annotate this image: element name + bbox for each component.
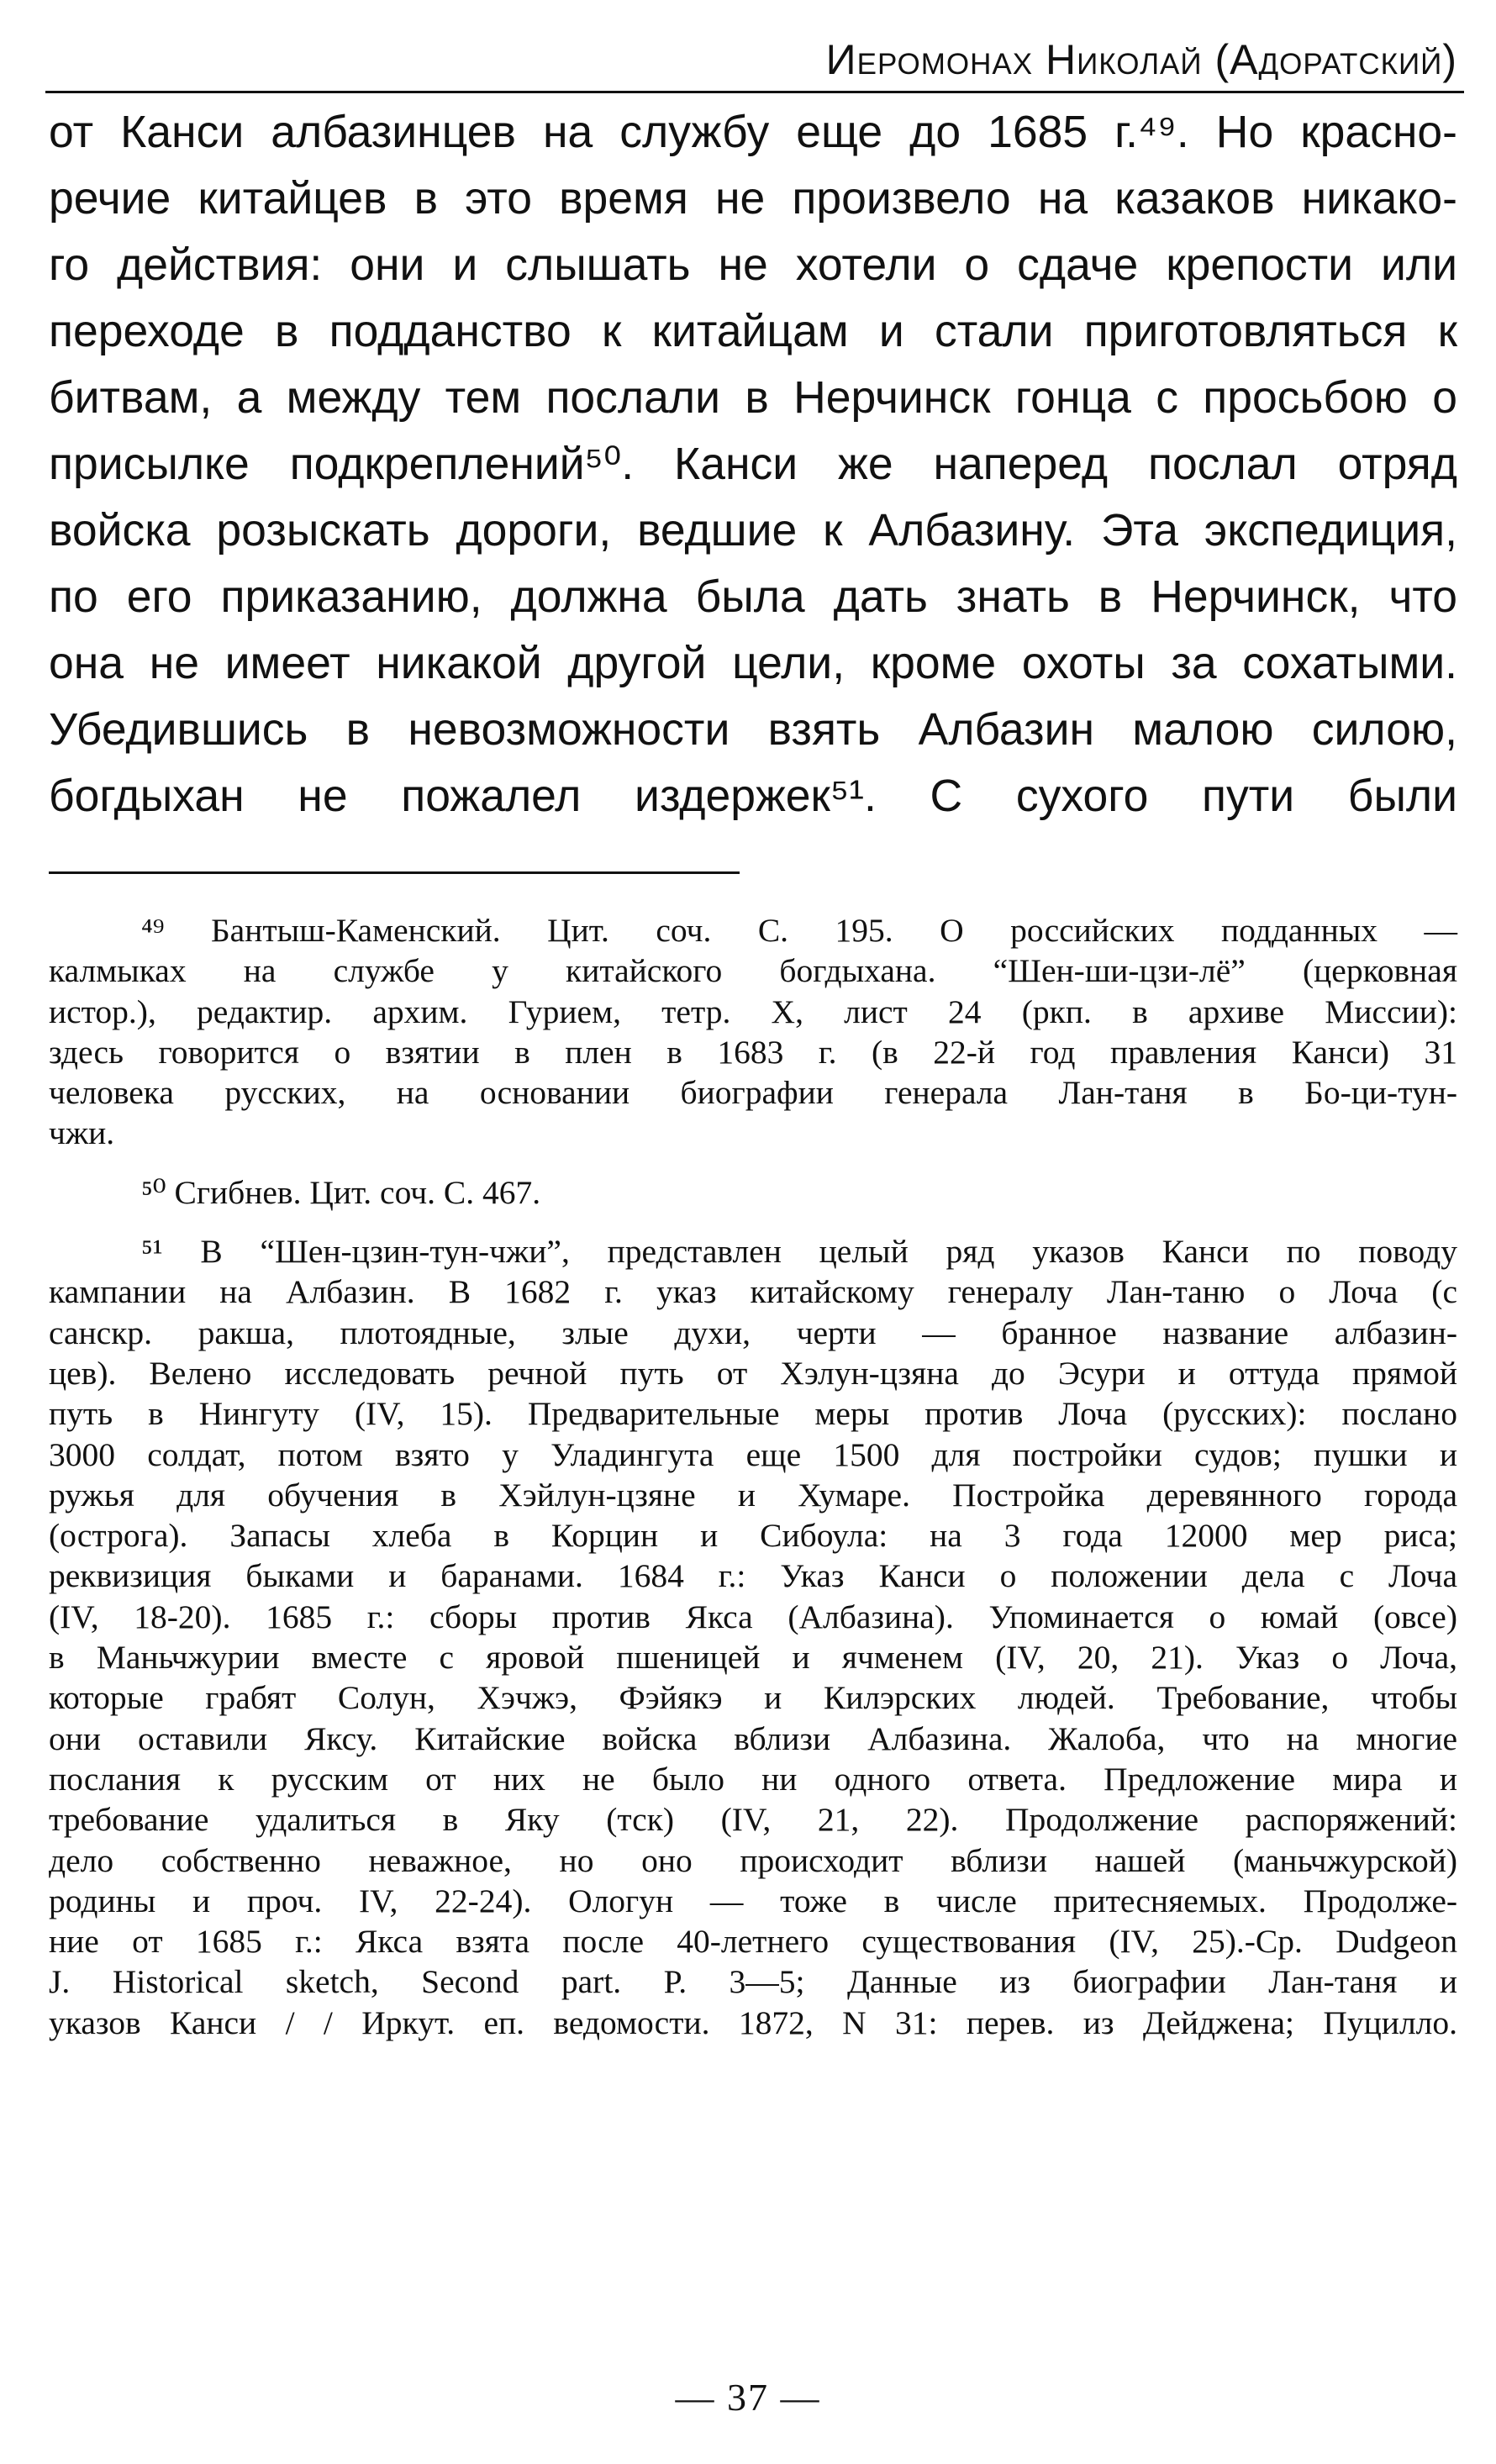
footnote-line: истор.), редактир. архим. Гурием, тетр. X, лист 24 (ркп. в архиве Миссии):: [49, 992, 1457, 1030]
page-number: — 37 —: [675, 2376, 821, 2419]
footnote-line: кампании на Албазин. В 1682 г. указ китайскому генералу Лан-таню о Лоча (с: [49, 1273, 1457, 1311]
running-header-title: Иеромонах Николай (Адоратский): [825, 36, 1457, 83]
running-header: [45, 22, 1464, 93]
footnotes: [49, 910, 1457, 2043]
main-text-line: Убедившись в невозможности взять Албазин малою силою,: [49, 705, 1457, 755]
footnote-line: требование удалиться в Яку (тск) (IV, 21, 22). Продолжение распоряжений:: [49, 1801, 1457, 1839]
footnote-line: ⁵¹ В “Шен-цзин-тун-чжи”, представлен целый ряд указов Канси по поводу: [141, 1233, 1457, 1271]
main-text-line: речие китайцев в это время не произвело на казаков никако-: [49, 174, 1457, 224]
main-text-line: от Канси албазинцев на службу еще до 1685 г.⁴⁹. Но красно-: [49, 108, 1457, 157]
footnote-line: чжи.: [49, 1114, 115, 1152]
footnote-line: санскр. ракша, плотоядные, злые духи, черти — бранное название албазин-: [49, 1314, 1457, 1351]
footnote-line: которые грабят Солун, Хэчжэ, Фэйякэ и Килэрских людей. Требование, чтобы: [49, 1679, 1457, 1717]
footnote-51: [49, 1231, 1457, 2043]
main-text-line: присылке подкреплений⁵⁰. Канси же наперед послал отряд: [49, 440, 1457, 489]
main-text-line: она не имеет никакой другой цели, кроме охоты за сохатыми.: [49, 639, 1457, 688]
footnote-line: ⁴⁹ Бантыш-Каменский. Цит. соч. С. 195. О российских подданных —: [141, 912, 1457, 949]
footnote-line: ружья для обучения в Хэйлун-цзяне и Хумаре. Постройка деревянного города: [49, 1476, 1457, 1514]
footnote-line: родины и проч. IV, 22-24). Ологун — тоже в числе притесняемых. Продолже-: [49, 1882, 1457, 1919]
main-text-line: битвам, а между тем послали в Нерчинск гонца с просьбою о: [49, 373, 1457, 423]
footnote-line: дело собственно неважное, но оно происходит вблизи нашей (маньчжурской): [49, 1841, 1457, 1879]
main-text-line: по его приказанию, должна была дать знать в Нерчинск, что: [49, 572, 1457, 622]
footnote-line: ⁵⁰ Сгибнев. Цит. соч. С. 467.: [141, 1173, 541, 1211]
footnote-line: реквизиция быками и баранами. 1684 г.: Указ Канси о положении дела с Лоча: [49, 1557, 1457, 1595]
main-text-line: войска розыскать дороги, ведшие к Албазину. Эта экспедиция,: [49, 506, 1457, 555]
main-text-line: переходе в подданство к китайцам и стали приготовляться к: [49, 307, 1457, 356]
footnote-separator: [49, 871, 740, 874]
main-text: [49, 99, 1457, 829]
footnote-line: ние от 1685 г.: Якса взята после 40-летнего существования (IV, 25).-Ср. Dudgeon: [49, 1923, 1457, 1961]
footnote-50: [49, 1172, 1457, 1213]
main-text-line: богдыхан не пожалел издержек⁵¹. С сухого пути были: [49, 771, 1457, 821]
footnote-line: в Маньчжурии вместе с яровой пшеницей и ячменем (IV, 20, 21). Указ о Лоча,: [49, 1639, 1457, 1677]
footnote-line: (IV, 18-20). 1685 г.: сборы против Якса (Албазина). Упоминается о юмай (овсе): [49, 1598, 1457, 1635]
footnote-line: послания к русским от них не было ни одного ответа. Предложение мира и: [49, 1760, 1457, 1798]
footnote-line: калмыках на службе у китайского богдыхана. “Шен-ши-цзи-лё” (церковная: [49, 952, 1457, 990]
main-text-line: го действия: они и слышать не хотели о сдаче крепости или: [49, 240, 1457, 290]
footnote-line: человека русских, на основании биографии генерала Лан-таня в Бо-ци-тун-: [49, 1074, 1457, 1112]
footnote-line: путь в Нингуту (IV, 15). Предварительные меры против Лоча (русских): послано: [49, 1395, 1457, 1433]
footnote-line: указов Канси / / Иркут. еп. ведомости. 1872, N 31: перев. из Дейджена; Пуцилло.: [49, 2003, 1457, 2041]
footnote-49: [49, 910, 1457, 1154]
footnote-line: J. Historical sketch, Second part. P. 3—5; Данные из биографии Лан-таня и: [49, 1963, 1457, 2001]
footnote-line: здесь говорится о взятии в плен в 1683 г. (в 22-й год правления Канси) 31: [49, 1033, 1457, 1071]
footnote-line: они оставили Яксу. Китайские войска вблизи Албазина. Жалоба, что на многие: [49, 1719, 1457, 1757]
footnote-line: цев). Велено исследовать речной путь от Хэлун-цзяна до Эсури и оттуда прямой: [49, 1354, 1457, 1392]
footnote-line: (острога). Запасы хлеба в Корцин и Сибоула: на 3 года 12000 мер риса;: [49, 1517, 1457, 1555]
footnote-line: 3000 солдат, потом взято у Уладингута еще 1500 для постройки судов; пушки и: [49, 1435, 1457, 1473]
